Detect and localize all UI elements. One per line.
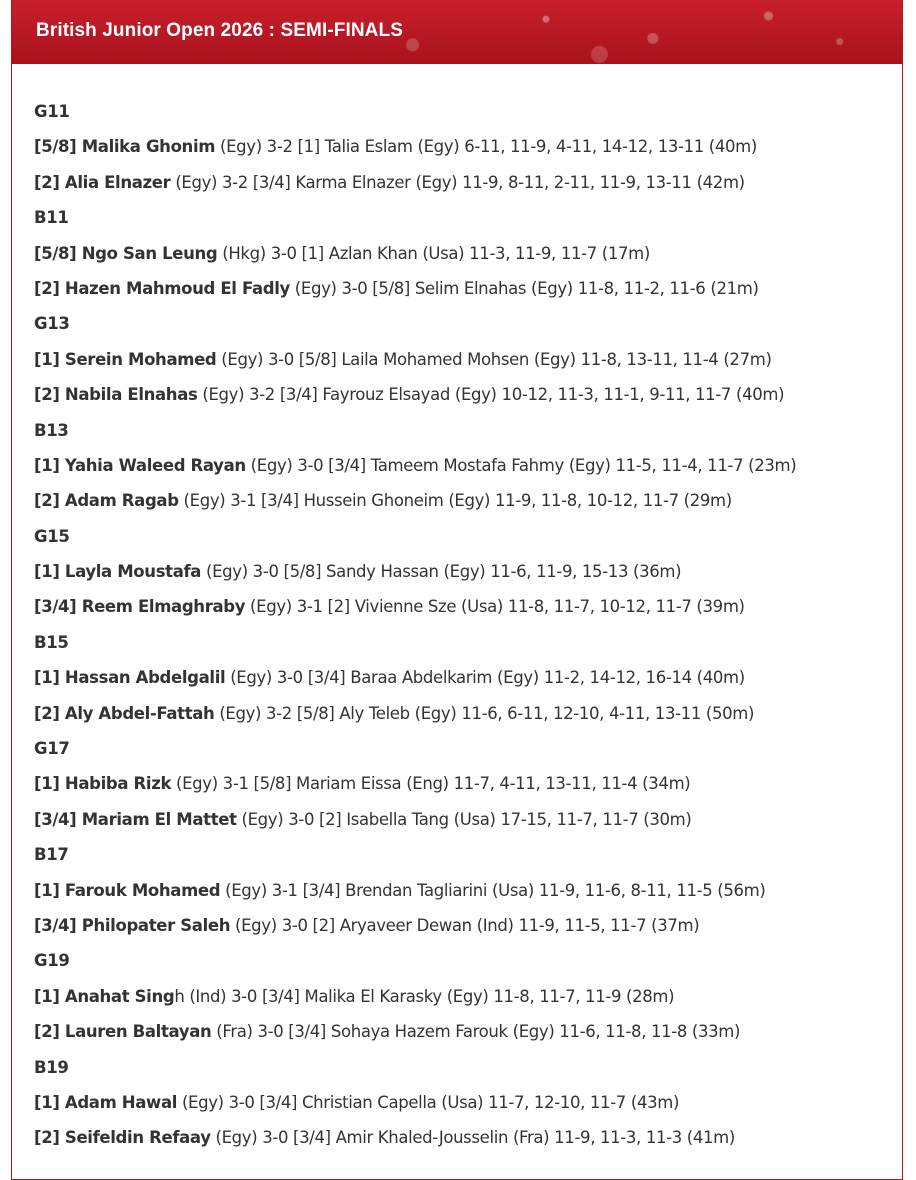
match-details: (Egy) 3-2 [3/4] Karma Elnazer (Egy) 11-9, 8-11, 2-11, 11-9, 13-11 (42m) xyxy=(170,172,745,192)
match-winner: [5/8] Malika Ghonim xyxy=(34,137,216,157)
panel-header xyxy=(12,0,902,64)
match-details: (Egy) 3-0 [3/4] Christian Capella (Usa) 11-7, 12-10, 11-7 (43m) xyxy=(177,1092,680,1112)
match-winner: [3/4] Mariam El Mattet xyxy=(34,809,237,829)
match-result xyxy=(34,236,894,271)
match-details: (Egy) 3-1 [5/8] Mariam Eissa (Eng) 11-7, 4-11, 13-11, 11-4 (34m) xyxy=(171,774,691,794)
match-result xyxy=(34,696,894,731)
match-details: (Egy) 3-0 [2] Isabella Tang (Usa) 17-15, 11-7, 11-7 (30m) xyxy=(236,809,692,829)
category-heading: G11 xyxy=(34,102,70,121)
match-result xyxy=(34,554,894,589)
results-content xyxy=(34,94,894,1156)
match-winner: [5/8] Ngo San Leung xyxy=(34,243,218,263)
match-result xyxy=(34,342,894,377)
match-winner: [1] Farouk Mohamed xyxy=(34,880,221,900)
match-result xyxy=(34,448,894,483)
category-heading: G15 xyxy=(34,526,70,546)
match-result xyxy=(34,271,894,306)
match-winner: [1] Yahia Waleed Rayan xyxy=(34,455,246,475)
match-result xyxy=(34,165,894,200)
match-details: (Egy) 3-2 [5/8] Aly Teleb (Egy) 11-6, 6-11, 12-10, 4-11, 13-11 (50m) xyxy=(214,703,755,723)
match-winner: [1] Habiba Rizk xyxy=(34,774,172,794)
match-result xyxy=(34,979,894,1014)
match-details: (Egy) 3-0 [2] Aryaveer Dewan (Ind) 11-9, 11-5, 11-7 (37m) xyxy=(230,915,700,935)
match-details: (Egy) 3-0 [5/8] Selim Elnahas (Egy) 11-8, 11-2, 11-6 (21m) xyxy=(289,278,759,298)
category-heading: G13 xyxy=(34,314,70,334)
match-winner: [2] Alia Elnazer xyxy=(34,172,171,192)
match-winner: [2] Hazen Mahmoud El Fadly xyxy=(34,278,290,298)
match-winner: [2] Adam Ragab xyxy=(34,491,179,511)
category-heading: B13 xyxy=(34,420,69,440)
match-details: (Egy) 3-0 [5/8] Laila Mohamed Mohsen (Egy) 11-8, 13-11, 11-4 (27m) xyxy=(216,349,772,369)
match-result xyxy=(34,1014,894,1049)
match-details: (Egy) 3-0 [5/8] Sandy Hassan (Egy) 11-6, 11-9, 15-13 (36m) xyxy=(201,562,682,582)
match-details: (Hkg) 3-0 [1] Azlan Khan (Usa) 11-3, 11-9, 11-7 (17m) xyxy=(217,243,650,263)
match-result xyxy=(34,802,894,837)
match-winner: [1] Anahat Sing xyxy=(34,986,175,1006)
match-result xyxy=(34,483,894,518)
match-details: (Egy) 3-2 [1] Talia Eslam (Egy) 6-11, 11-9, 4-11, 14-12, 13-11 (40m) xyxy=(215,137,757,157)
match-details: (Egy) 3-0 [3/4] Tameem Mostafa Fahmy (Egy) 11-5, 11-4, 11-7 (23m) xyxy=(245,455,797,475)
match-winner: [1] Hassan Abdelgalil xyxy=(34,668,226,688)
match-details: (Egy) 3-1 [3/4] Hussein Ghoneim (Egy) 11-9, 11-8, 10-12, 11-7 (29m) xyxy=(178,491,732,511)
match-result xyxy=(34,589,894,624)
match-details: (Fra) 3-0 [3/4] Sohaya Hazem Farouk (Egy) 11-6, 11-8, 11-8 (33m) xyxy=(211,1022,741,1042)
match-details: (Egy) 3-0 [3/4] Amir Khaled-Jousselin (Fra) 11-9, 11-3, 11-3 (41m) xyxy=(210,1128,735,1148)
match-winner: [3/4] Philopater Saleh xyxy=(34,915,231,935)
match-result xyxy=(34,1120,894,1155)
match-winner: [1] Adam Hawal xyxy=(34,1092,178,1112)
match-details: h (Ind) 3-0 [3/4] Malika El Karasky (Egy) 11-8, 11-7, 11-9 (28m) xyxy=(174,986,675,1006)
match-result xyxy=(34,377,894,412)
match-winner: [2] Aly Abdel-Fattah xyxy=(34,703,215,723)
match-result xyxy=(34,129,894,164)
results-panel xyxy=(11,0,903,1180)
category-heading: B17 xyxy=(34,845,69,865)
category-heading: B19 xyxy=(34,1057,69,1077)
match-details: (Egy) 3-1 [3/4] Brendan Tagliarini (Usa) 11-9, 11-6, 8-11, 11-5 (56m) xyxy=(220,880,766,900)
category-heading: B15 xyxy=(34,632,69,652)
match-details: (Egy) 3-1 [2] Vivienne Sze (Usa) 11-8, 11-7, 10-12, 11-7 (39m) xyxy=(245,597,745,617)
match-winner: [2] Lauren Baltayan xyxy=(34,1022,212,1042)
match-details: (Egy) 3-0 [3/4] Baraa Abdelkarim (Egy) 11-2, 14-12, 16-14 (40m) xyxy=(225,668,745,688)
match-result xyxy=(34,1085,894,1120)
match-winner: [2] Seifeldin Refaay xyxy=(34,1128,211,1148)
match-result xyxy=(34,908,894,943)
match-result xyxy=(34,873,894,908)
match-result xyxy=(34,766,894,801)
match-details: (Egy) 3-2 [3/4] Fayrouz Elsayad (Egy) 10-12, 11-3, 11-1, 9-11, 11-7 (40m) xyxy=(197,385,785,405)
match-winner: [1] Serein Mohamed xyxy=(34,349,217,369)
category-heading: G17 xyxy=(34,739,70,759)
category-heading: B11 xyxy=(34,208,69,228)
match-result xyxy=(34,660,894,695)
category-heading: G19 xyxy=(34,951,70,971)
match-winner: [1] Layla Moustafa xyxy=(34,562,202,582)
page-title: British Junior Open 2026 : SEMI-FINALS xyxy=(36,20,403,41)
match-winner: [2] Nabila Elnahas xyxy=(34,385,198,405)
match-winner: [3/4] Reem Elmaghraby xyxy=(34,597,246,617)
